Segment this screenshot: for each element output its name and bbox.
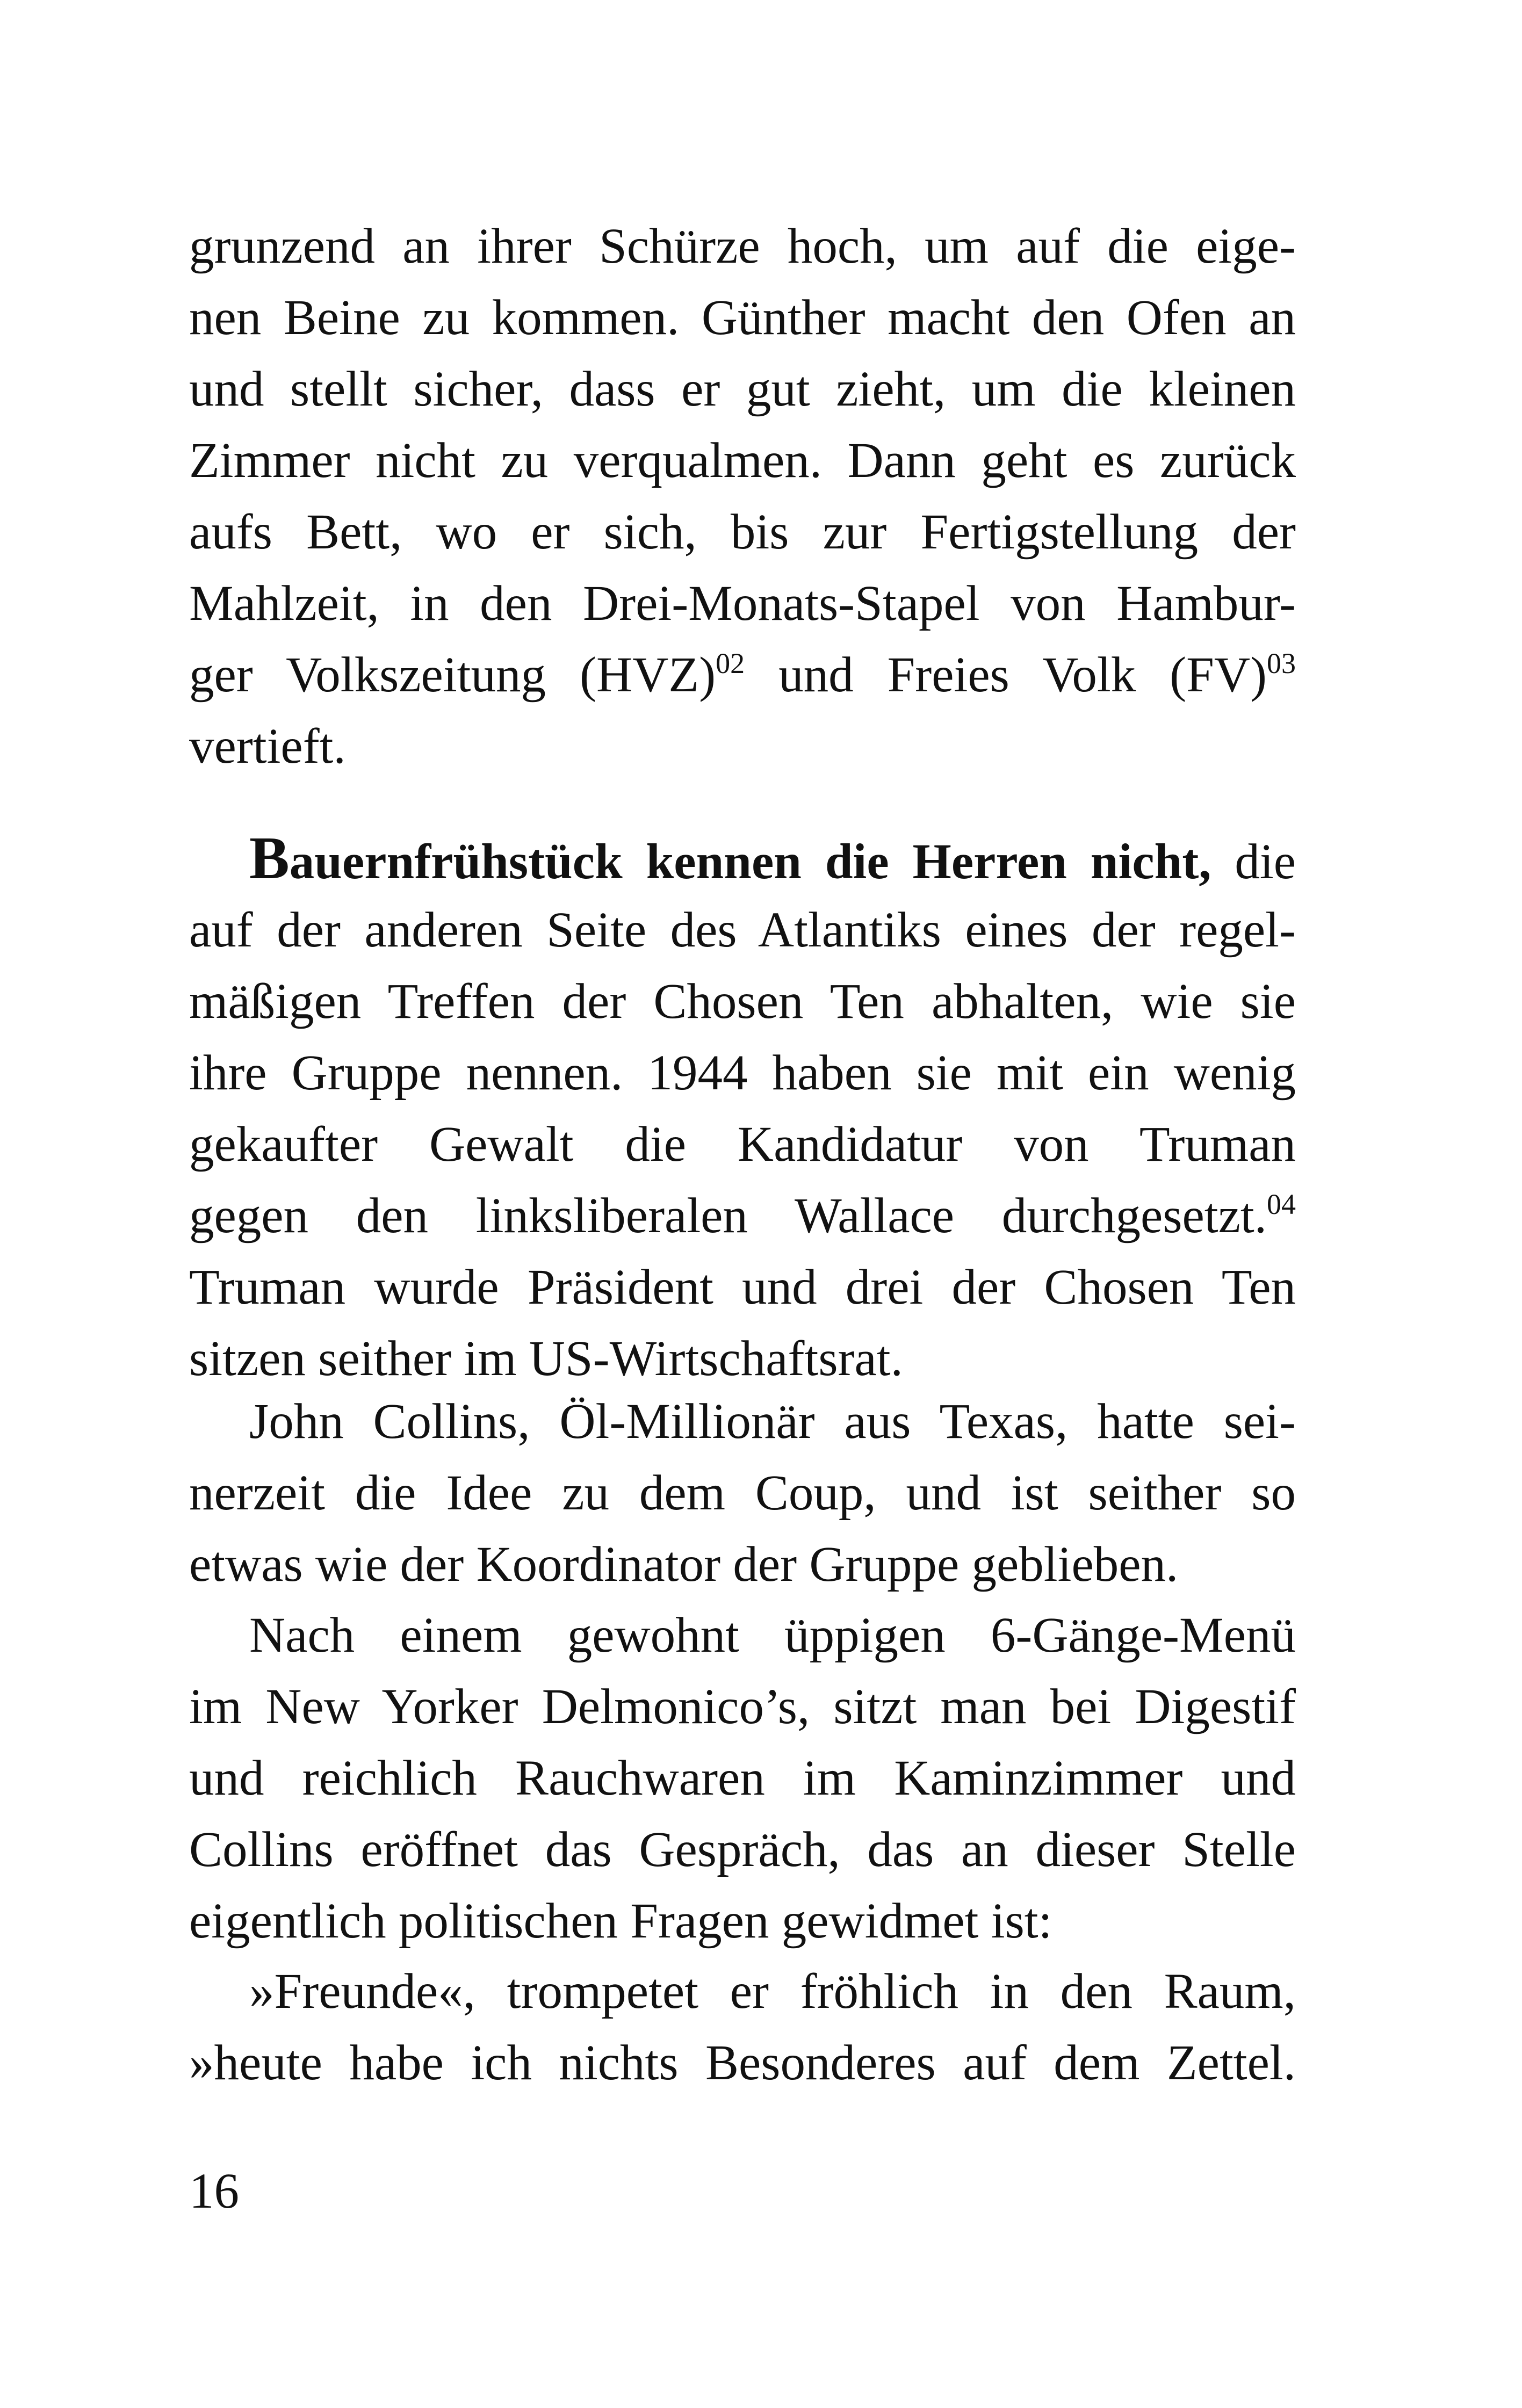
text-line: vertieft. xyxy=(189,719,346,774)
lead-initial: B xyxy=(249,825,290,892)
text-line: ihre Gruppe nennen. 1944 haben sie mit ein wenig xyxy=(189,1045,1296,1101)
text-segment: »Freunde«, trompetet er fröhlich in den Raum, xyxy=(249,1964,1296,2019)
text-line: mäßigen Treffen der Chosen Ten abhalten, wie sie xyxy=(189,974,1296,1029)
text-segment: ger Volkszeitung (HVZ) xyxy=(189,647,716,703)
paragraph-4 xyxy=(189,1600,1296,1957)
paragraph-3 xyxy=(189,1386,1296,1600)
text-line: Truman wurde Präsident und drei der Chosen Ten xyxy=(189,1260,1296,1315)
text-line-with-footnote xyxy=(189,1180,1296,1252)
text-line: und reichlich Rauchwaren im Kaminzimmer und xyxy=(189,1751,1296,1806)
text-segment: gegen den linksliberalen Wallace durchgesetzt. xyxy=(189,1188,1267,1243)
text-line xyxy=(189,1600,1296,1671)
indent-spacer xyxy=(189,1394,249,1449)
text-segment: die xyxy=(1211,834,1296,890)
paragraph-1 xyxy=(189,211,1296,782)
section-lead xyxy=(249,825,1211,892)
lead-text: auernfrühstück kennen die Herren nicht, xyxy=(289,834,1211,890)
text-line: aufs Bett, wo er sich, bis zur Fertigstellung der xyxy=(189,504,1296,560)
text-segment: John Collins, Öl-Millionär aus Texas, hatte sei- xyxy=(249,1394,1296,1449)
text-line: im New Yorker Delmonico’s, sitzt man bei Digestif xyxy=(189,1679,1296,1734)
text-line-with-footnotes xyxy=(189,639,1296,711)
indent-spacer xyxy=(189,1608,249,1663)
text-segment: Nach einem gewohnt üppigen 6-Gänge-Menü xyxy=(249,1608,1296,1663)
paragraph-2 xyxy=(189,823,1296,1394)
indent-spacer xyxy=(189,1964,249,2019)
section-lead-line xyxy=(189,823,1296,894)
text-segment: und Freies Volk (FV) xyxy=(745,647,1267,703)
text-line: sitzen seither im US-Wirtschaftsrat. xyxy=(189,1331,903,1386)
text-line: grunzend an ihrer Schürze hoch, um auf die eige- xyxy=(189,219,1296,274)
indent-spacer xyxy=(189,834,249,890)
text-line: eigentlich politischen Fragen gewidmet ist: xyxy=(189,1893,1052,1949)
text-line: nerzeit die Idee zu dem Coup, und ist seither so xyxy=(189,1465,1296,1521)
text-line: Collins eröffnet das Gespräch, das an dieser Stelle xyxy=(189,1822,1296,1877)
text-line: »heute habe ich nichts Besonderes auf dem Zettel. xyxy=(189,2035,1296,2091)
text-line: Zimmer nicht zu verqualmen. Dann geht es zurück xyxy=(189,433,1296,488)
text-line: und stellt sicher, dass er gut zieht, um die kleinen xyxy=(189,361,1296,417)
page-number: 16 xyxy=(189,2164,239,2219)
paragraph-5 xyxy=(189,1956,1296,2099)
text-line: gekaufter Gewalt die Kandidatur von Truman xyxy=(189,1117,1296,1172)
text-line xyxy=(189,1386,1296,1457)
footnote-marker: 03 xyxy=(1267,647,1296,679)
footnote-marker: 04 xyxy=(1267,1188,1296,1220)
text-line: nen Beine zu kommen. Günther macht den Ofen an xyxy=(189,290,1296,345)
text-line: etwas wie der Koordinator der Gruppe geblieben. xyxy=(189,1537,1179,1592)
footnote-marker: 02 xyxy=(716,647,745,679)
text-line: auf der anderen Seite des Atlantiks eines der regel- xyxy=(189,902,1296,958)
text-line: Mahlzeit, in den Drei-Monats-Stapel von Hambur- xyxy=(189,576,1296,631)
text-line xyxy=(189,1956,1296,2027)
